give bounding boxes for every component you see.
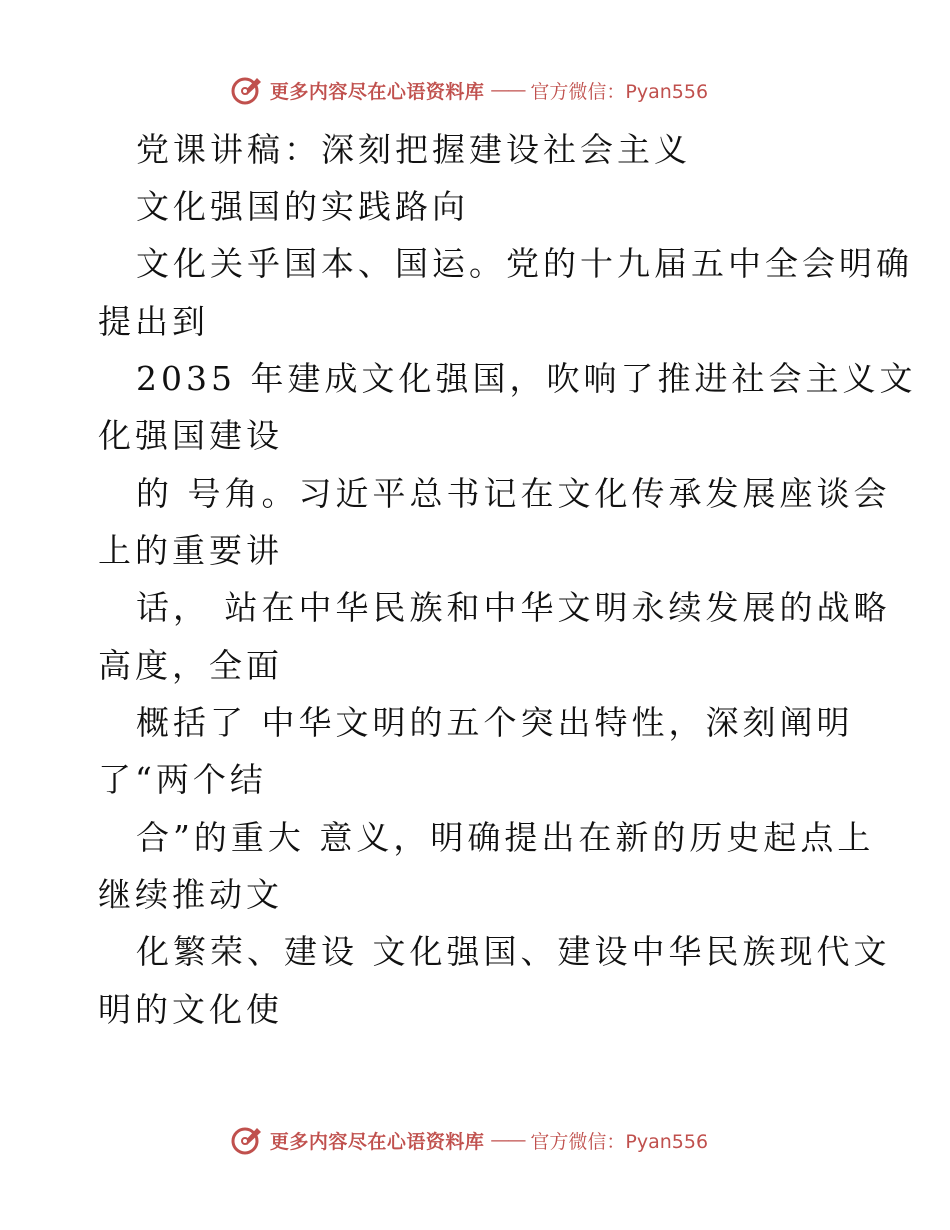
doc-line: 概括了 中华文明的五个突出特性，深刻阐明 (136, 703, 854, 742)
banner-content (230, 73, 708, 107)
pen-nib-circle-icon (230, 73, 264, 107)
header-banner (0, 70, 950, 110)
banner-brand-text: 更多内容尽在心语资料库 (269, 80, 485, 103)
doc-line: 了“两个结 (98, 760, 267, 799)
doc-line: 2035 年建成文化强国，吹响了推进社会主义文 (136, 359, 917, 398)
doc-line: 化繁荣、建设 文化强国、建设中华民族现代文 (136, 932, 891, 971)
doc-line: 上的重要讲 (98, 531, 283, 570)
doc-line: 化强国建设 (98, 416, 283, 455)
doc-title-line-1: 党课讲稿：深刻把握建设社会主义 (136, 130, 691, 169)
banner-content (230, 1123, 708, 1157)
banner-dash: —— (490, 79, 525, 101)
banner-contact-text: 官方微信：Pyan556 (530, 1130, 709, 1153)
doc-line: 话， 站在中华民族和中华文明永续发展的战略 (136, 588, 891, 627)
doc-line: 继续推动文 (98, 875, 283, 914)
pen-nib-circle-icon (230, 1123, 264, 1157)
doc-line: 明的文化使 (98, 990, 283, 1029)
doc-line: 提出到 (98, 302, 209, 341)
banner-contact-text: 官方微信：Pyan556 (530, 80, 709, 103)
banner-dash: —— (490, 1129, 525, 1151)
doc-line: 高度，全面 (98, 646, 283, 685)
footer-banner (0, 1120, 950, 1160)
doc-line: 合”的重大 意义，明确提出在新的历史起点上 (136, 818, 875, 857)
banner-brand-text: 更多内容尽在心语资料库 (269, 1130, 485, 1153)
doc-title-line-2: 文化强国的实践路向 (136, 187, 469, 226)
doc-line: 的 号角。习近平总书记在文化传承发展座谈会 (136, 474, 891, 513)
doc-line: 文化关乎国本、国运。党的十九届五中全会明确 (136, 244, 913, 283)
